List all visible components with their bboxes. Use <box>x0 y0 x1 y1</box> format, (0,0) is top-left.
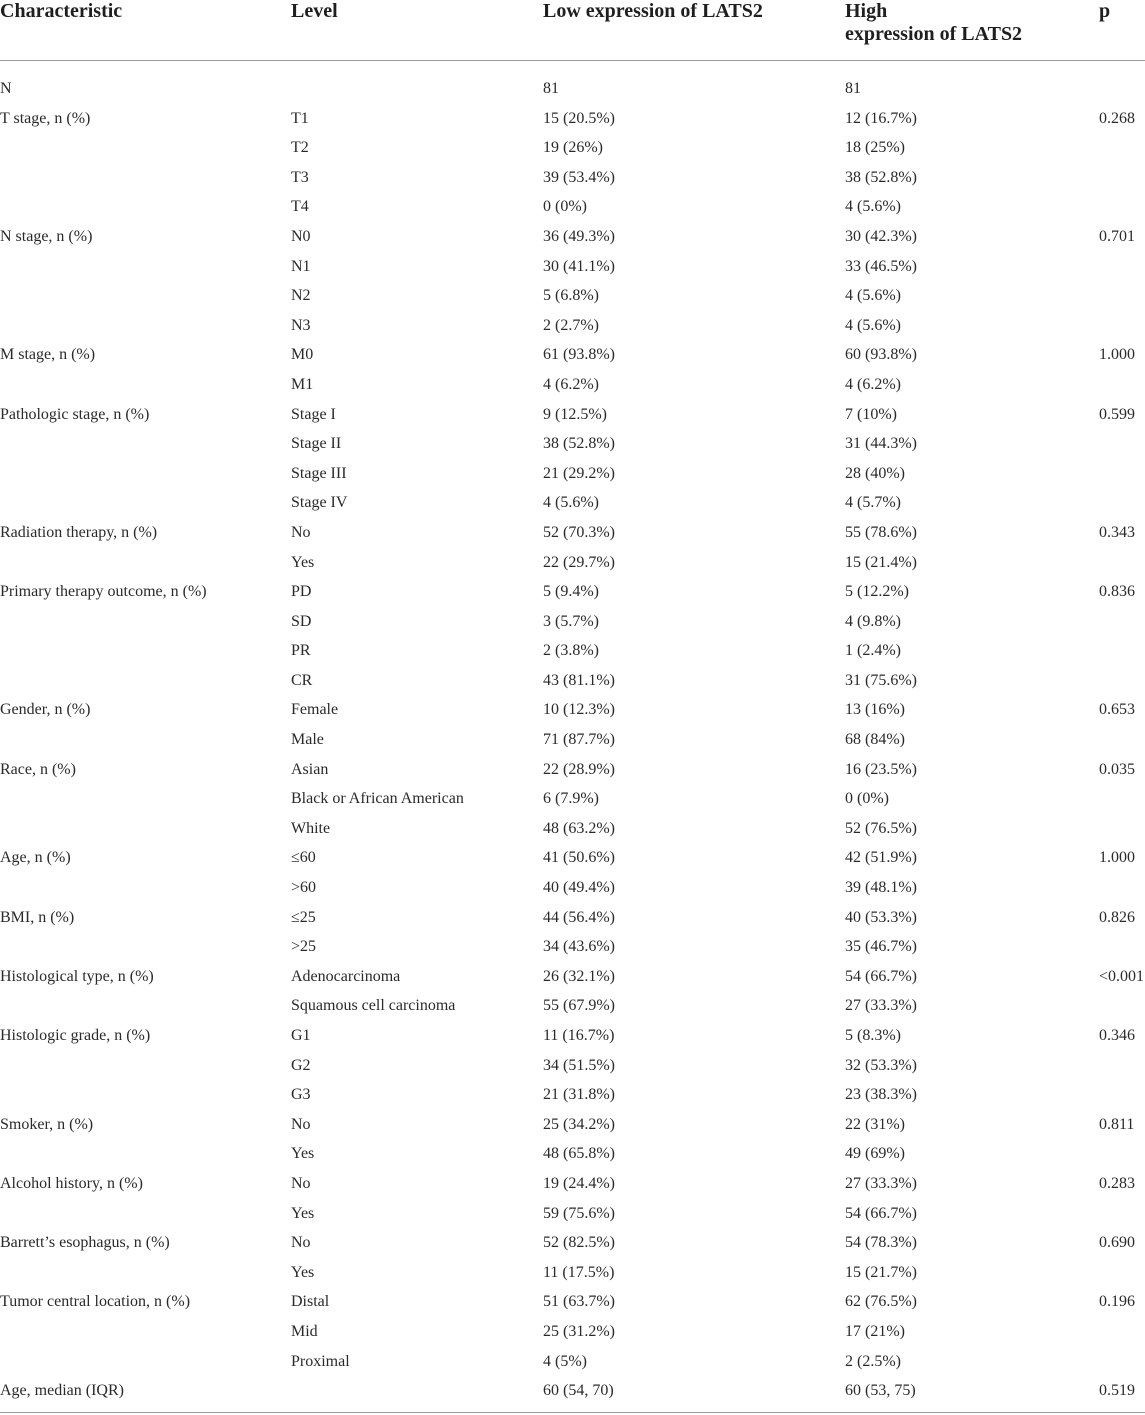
cell-level: >60 <box>291 879 317 897</box>
cell-level: Male <box>291 731 324 749</box>
cell-high-expression: 18 (25%) <box>845 139 905 157</box>
cell-level: No <box>291 1174 311 1192</box>
cell-low-expression: 11 (17.5%) <box>543 1263 615 1281</box>
cell-high-expression: 38 (52.8%) <box>845 168 917 186</box>
header-high-expression-line1: High <box>845 0 888 22</box>
cell-level: G2 <box>291 1056 311 1074</box>
table-row <box>0 551 1145 581</box>
cell-high-expression: 0 (0%) <box>845 790 889 808</box>
cell-characteristic: Radiation therapy, n (%) <box>0 523 158 541</box>
cell-high-expression: 31 (75.6%) <box>845 671 917 689</box>
cell-high-expression: 4 (5.7%) <box>845 494 901 512</box>
cell-characteristic: Barrett’s esophagus, n (%) <box>0 1234 170 1252</box>
cell-p-value: 0.826 <box>1099 908 1135 926</box>
cell-level: N1 <box>291 257 311 275</box>
cell-p-value: 0.346 <box>1099 1027 1135 1044</box>
table-body <box>0 61 1145 1409</box>
cell-low-expression: 4 (5.6%) <box>543 494 599 512</box>
cell-level: M1 <box>291 375 314 393</box>
cell-level: Yes <box>291 1145 315 1163</box>
table-row <box>0 1113 1145 1143</box>
cell-low-expression: 36 (49.3%) <box>543 227 615 245</box>
cell-high-expression: 4 (9.8%) <box>845 612 901 630</box>
cell-characteristic: Gender, n (%) <box>0 701 91 719</box>
cell-p-value: 0.811 <box>1099 1115 1135 1133</box>
cell-high-expression: 7 (10%) <box>845 405 897 423</box>
cell-low-expression: 5 (6.8%) <box>543 287 599 305</box>
cell-low-expression: 43 (81.1%) <box>543 671 615 689</box>
table-row <box>0 136 1145 166</box>
cell-level: N3 <box>291 316 311 334</box>
table-row <box>0 787 1145 817</box>
cell-characteristic: Histological type, n (%) <box>0 967 154 985</box>
cell-level: N0 <box>291 227 311 245</box>
cell-level: Female <box>291 701 339 719</box>
cell-low-expression: 61 (93.8%) <box>543 346 615 364</box>
cell-low-expression: 19 (24.4%) <box>543 1174 615 1192</box>
cell-level: ≤25 <box>291 908 316 926</box>
table-row <box>0 817 1145 847</box>
cell-level: T4 <box>291 198 309 216</box>
cell-high-expression: 52 (76.5%) <box>845 819 917 837</box>
cell-level: ≤60 <box>291 849 316 867</box>
table-row <box>0 698 1145 728</box>
table-row <box>0 107 1145 137</box>
table-row <box>0 462 1145 492</box>
table-row <box>0 195 1145 225</box>
cell-low-expression: 4 (6.2%) <box>543 375 599 393</box>
cell-low-expression: 22 (28.9%) <box>543 760 615 778</box>
cell-low-expression: 10 (12.3%) <box>543 701 615 719</box>
cell-p-value: <0.001 <box>1099 967 1145 985</box>
table-row <box>0 1172 1145 1202</box>
table-row <box>0 610 1145 640</box>
header-level: Level <box>291 0 338 22</box>
cell-characteristic: N stage, n (%) <box>0 227 93 245</box>
cell-high-expression: 42 (51.9%) <box>845 849 917 867</box>
table-row <box>0 639 1145 669</box>
table-row <box>0 432 1145 462</box>
cell-high-expression: 68 (84%) <box>845 731 905 749</box>
cell-low-expression: 52 (82.5%) <box>543 1234 615 1252</box>
table-row <box>0 1142 1145 1172</box>
cell-level: T3 <box>291 168 309 186</box>
cell-low-expression: 59 (75.6%) <box>543 1204 615 1222</box>
cell-characteristic: Smoker, n (%) <box>0 1115 94 1133</box>
cell-characteristic: Race, n (%) <box>0 760 76 778</box>
cell-low-expression: 40 (49.4%) <box>543 879 615 897</box>
table-row <box>0 906 1145 936</box>
table-header <box>0 0 1145 61</box>
cell-high-expression: 5 (8.3%) <box>845 1027 901 1044</box>
cell-high-expression: 27 (33.3%) <box>845 1174 917 1192</box>
cell-level: T2 <box>291 139 309 157</box>
cell-level: G1 <box>291 1027 311 1044</box>
table-row <box>0 491 1145 521</box>
cell-low-expression: 34 (43.6%) <box>543 938 615 956</box>
cell-characteristic: M stage, n (%) <box>0 346 96 364</box>
cell-characteristic: Alcohol history, n (%) <box>0 1174 143 1192</box>
cell-characteristic: BMI, n (%) <box>0 908 75 926</box>
cell-low-expression: 21 (31.8%) <box>543 1086 615 1104</box>
cell-low-expression: 51 (63.7%) <box>543 1293 615 1311</box>
cell-low-expression: 0 (0%) <box>543 198 587 216</box>
table-row <box>0 728 1145 758</box>
cell-low-expression: 48 (65.8%) <box>543 1145 615 1163</box>
cell-low-expression: 38 (52.8%) <box>543 435 615 453</box>
cell-low-expression: 41 (50.6%) <box>543 849 615 867</box>
table-row <box>0 1231 1145 1261</box>
cell-high-expression: 2 (2.5%) <box>845 1352 901 1370</box>
cell-low-expression: 60 (54, 70) <box>543 1382 614 1400</box>
cell-high-expression: 54 (66.7%) <box>845 1204 917 1222</box>
cell-level: >25 <box>291 938 317 956</box>
cell-low-expression: 9 (12.5%) <box>543 405 607 423</box>
cell-p-value: 0.653 <box>1099 701 1135 719</box>
table-row <box>0 1379 1145 1409</box>
table-row <box>0 403 1145 433</box>
cell-high-expression: 13 (16%) <box>845 701 905 719</box>
cell-level: M0 <box>291 346 314 364</box>
table-row <box>0 965 1145 995</box>
cell-high-expression: 30 (42.3%) <box>845 227 917 245</box>
cell-high-expression: 81 <box>845 80 861 97</box>
cell-low-expression: 19 (26%) <box>543 139 603 157</box>
cell-p-value: 0.343 <box>1099 523 1135 541</box>
table-row <box>0 1261 1145 1291</box>
cell-characteristic: Tumor central location, n (%) <box>0 1293 191 1311</box>
cell-level: Stage II <box>291 435 342 453</box>
cell-p-value: 0.283 <box>1099 1174 1135 1192</box>
cell-high-expression: 35 (46.7%) <box>845 938 917 956</box>
cell-high-expression: 16 (23.5%) <box>845 760 917 778</box>
table-row <box>0 1290 1145 1320</box>
cell-low-expression: 22 (29.7%) <box>543 553 615 571</box>
cell-high-expression: 28 (40%) <box>845 464 905 482</box>
cell-level: Squamous cell carcinoma <box>291 997 456 1015</box>
cell-characteristic: Primary therapy outcome, n (%) <box>0 583 207 601</box>
cell-high-expression: 4 (6.2%) <box>845 375 901 393</box>
cell-characteristic: Histologic grade, n (%) <box>0 1027 151 1044</box>
table-row <box>0 935 1145 965</box>
cell-high-expression: 27 (33.3%) <box>845 997 917 1015</box>
cell-level: Black or African American <box>291 790 464 808</box>
cell-level: Asian <box>291 760 329 778</box>
cell-level: Distal <box>291 1293 330 1311</box>
cell-high-expression: 55 (78.6%) <box>845 523 917 541</box>
cell-low-expression: 48 (63.2%) <box>543 819 615 837</box>
cell-level: SD <box>291 612 312 630</box>
cell-high-expression: 33 (46.5%) <box>845 257 917 275</box>
cell-level: Proximal <box>291 1352 350 1370</box>
table-row <box>0 314 1145 344</box>
header-p-value: p <box>1099 0 1111 22</box>
cell-p-value: 0.196 <box>1099 1293 1135 1311</box>
cell-high-expression: 60 (93.8%) <box>845 346 917 364</box>
table-row <box>0 1054 1145 1084</box>
table-row <box>0 225 1145 255</box>
cell-p-value: 1.000 <box>1099 849 1135 867</box>
cell-high-expression: 12 (16.7%) <box>845 109 917 127</box>
cell-level: No <box>291 1115 311 1133</box>
table-row <box>0 846 1145 876</box>
cell-level: Stage I <box>291 405 336 423</box>
table-row <box>0 166 1145 196</box>
cell-low-expression: 30 (41.1%) <box>543 257 615 275</box>
header-high-expression-line2: expression of LATS2 <box>845 23 1023 45</box>
cell-low-expression: 6 (7.9%) <box>543 790 599 808</box>
cell-level: White <box>291 819 331 837</box>
cell-low-expression: 71 (87.7%) <box>543 731 615 749</box>
cell-low-expression: 11 (16.7%) <box>543 1027 615 1044</box>
cell-p-value: 0.836 <box>1099 583 1135 601</box>
cell-high-expression: 49 (69%) <box>845 1145 905 1163</box>
cell-p-value: 0.268 <box>1099 109 1135 127</box>
cell-high-expression: 4 (5.6%) <box>845 287 901 305</box>
cell-high-expression: 15 (21.4%) <box>845 553 917 571</box>
cell-level: Stage IV <box>291 494 348 512</box>
cell-level: No <box>291 1234 311 1252</box>
cell-low-expression: 5 (9.4%) <box>543 583 599 601</box>
cell-level: PD <box>291 583 312 601</box>
table-row <box>0 255 1145 285</box>
cell-high-expression: 54 (66.7%) <box>845 967 917 985</box>
cell-low-expression: 44 (56.4%) <box>543 908 615 926</box>
cell-high-expression: 17 (21%) <box>845 1322 905 1340</box>
cell-high-expression: 1 (2.4%) <box>845 642 901 660</box>
cell-high-expression: 32 (53.3%) <box>845 1056 917 1074</box>
cell-high-expression: 54 (78.3%) <box>845 1234 917 1252</box>
cell-low-expression: 25 (34.2%) <box>543 1115 615 1133</box>
cell-level: N2 <box>291 287 311 305</box>
cell-low-expression: 2 (2.7%) <box>543 316 599 334</box>
table-row <box>0 1320 1145 1350</box>
cell-high-expression: 5 (12.2%) <box>845 583 909 601</box>
header-characteristic: Characteristic <box>0 0 123 22</box>
cell-level: G3 <box>291 1086 311 1104</box>
cell-p-value: 0.701 <box>1099 227 1135 245</box>
cell-level: No <box>291 523 311 541</box>
cell-characteristic: Pathologic stage, n (%) <box>0 405 150 423</box>
cell-high-expression: 15 (21.7%) <box>845 1263 917 1281</box>
cell-low-expression: 52 (70.3%) <box>543 523 615 541</box>
header-high-expression <box>845 0 1022 46</box>
cell-p-value: 0.035 <box>1099 760 1135 778</box>
cell-p-value: 0.690 <box>1099 1234 1135 1252</box>
cell-high-expression: 60 (53, 75) <box>845 1382 916 1400</box>
cell-high-expression: 31 (44.3%) <box>845 435 917 453</box>
table-row <box>0 1083 1145 1113</box>
table-row <box>0 284 1145 314</box>
table-row <box>0 758 1145 788</box>
cell-low-expression: 55 (67.9%) <box>543 997 615 1015</box>
header-low-expression: Low expression of LATS2 <box>543 0 763 22</box>
cell-low-expression: 21 (29.2%) <box>543 464 615 482</box>
table-row <box>0 373 1145 403</box>
cell-high-expression: 4 (5.6%) <box>845 198 901 216</box>
cell-p-value: 1.000 <box>1099 346 1135 364</box>
table-row <box>0 1202 1145 1232</box>
table-row <box>0 1024 1145 1054</box>
cell-low-expression: 3 (5.7%) <box>543 612 599 630</box>
cell-characteristic: N <box>0 80 12 97</box>
cell-low-expression: 25 (31.2%) <box>543 1322 615 1340</box>
cell-low-expression: 4 (5%) <box>543 1352 587 1370</box>
cell-low-expression: 2 (3.8%) <box>543 642 599 660</box>
cell-low-expression: 34 (51.5%) <box>543 1056 615 1074</box>
cell-level: Yes <box>291 553 315 571</box>
cell-p-value: 0.599 <box>1099 405 1135 423</box>
cell-level: Adenocarcinoma <box>291 967 401 985</box>
table-row <box>0 669 1145 699</box>
cell-characteristic: Age, median (IQR) <box>0 1382 124 1400</box>
cell-low-expression: 39 (53.4%) <box>543 168 615 186</box>
cell-high-expression: 23 (38.3%) <box>845 1086 917 1104</box>
cell-high-expression: 40 (53.3%) <box>845 908 917 926</box>
cell-high-expression: 22 (31%) <box>845 1115 905 1133</box>
table-row <box>0 994 1145 1024</box>
cell-low-expression: 26 (32.1%) <box>543 967 615 985</box>
cell-low-expression: 15 (20.5%) <box>543 109 615 127</box>
table-bottom-rule <box>0 1412 1145 1413</box>
cell-level: Mid <box>291 1322 318 1340</box>
cell-level: Yes <box>291 1263 315 1281</box>
cell-characteristic: Age, n (%) <box>0 849 71 867</box>
table-row <box>0 580 1145 610</box>
cell-level: T1 <box>291 109 309 127</box>
cell-high-expression: 4 (5.6%) <box>845 316 901 334</box>
cell-high-expression: 62 (76.5%) <box>845 1293 917 1311</box>
cell-level: PR <box>291 642 311 660</box>
table-row <box>0 1350 1145 1380</box>
cell-low-expression: 81 <box>543 80 559 97</box>
table-row <box>0 343 1145 373</box>
table-row <box>0 77 1145 107</box>
cell-high-expression: 39 (48.1%) <box>845 879 917 897</box>
table-row <box>0 521 1145 551</box>
cell-level: CR <box>291 671 313 689</box>
table-row <box>0 876 1145 906</box>
cell-level: Stage III <box>291 464 347 482</box>
cell-characteristic: T stage, n (%) <box>0 109 91 127</box>
cell-level: Yes <box>291 1204 315 1222</box>
cell-p-value: 0.519 <box>1099 1382 1135 1400</box>
